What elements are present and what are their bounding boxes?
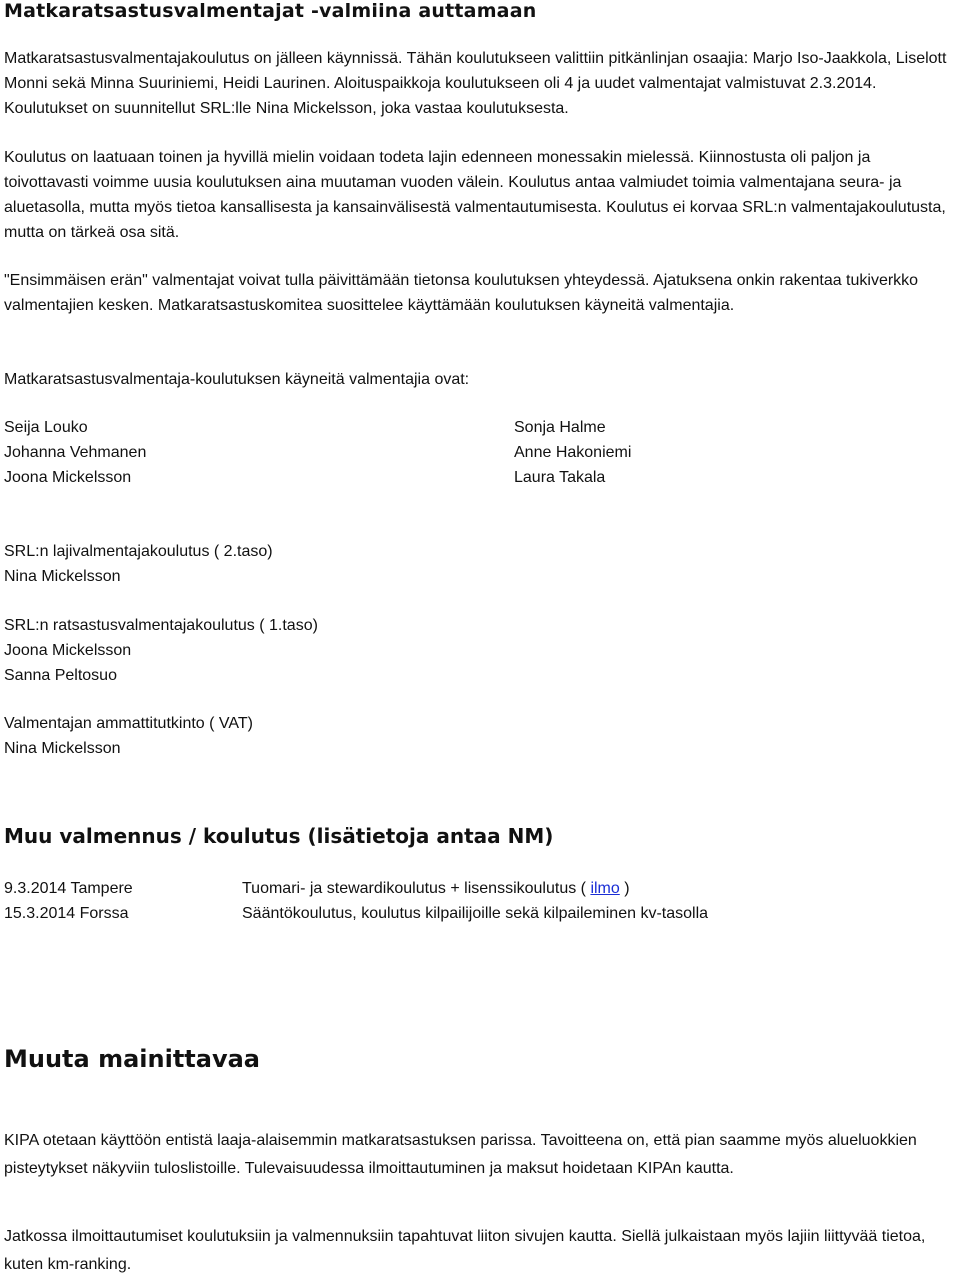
other-paragraph-1: KIPA otetaan käyttöön entistä laaja-alaisemmin matkaratsastuksen parissa. Tavoitteena on, että pian saamme myös alueluokkien pisteytykset näkyviin tuloslistoille. Tulevaisuudessa ilmoittautuminen ja maksut hoidetaan KIPAn kautta. [4,1132,917,1177]
list-item: Seija Louko [4,419,88,436]
list-item: Anne Hakoniemi [514,444,632,461]
list-item: Joona Mickelsson [4,642,132,659]
list-item: Laura Takala [514,469,606,486]
list-item: Nina Mickelsson [4,740,121,757]
other-paragraph-2: Jatkossa ilmoittautumiset koulutuksiin ja valmennuksiin tapahtuvat liiton sivujen kautta. Siellä julkaistaan myös lajiin liittyvää tietoa, kuten km-ranking. [4,1228,926,1273]
coaching-paragraph-2: Koulutus on laatuaan toinen ja hyvillä mielin voidaan todeta lajin edenneen monessakin mielessä. Kiinnostusta oli paljon ja toivottavasti voimme uusia koulutuksen aina muutaman vuoden välein. Koulutus antaa valmiudet toimia valmentajana seura- ja aluetasolla, mutta myös tietoa kansallisesta ja kansainvälisestä valmentautumisesta. Koulutus ei korvaa SRL:n valmentajakoulutusta, mutta on tärkeä osa sitä. [4,149,946,241]
list-item: Nina Mickelsson [4,568,121,585]
event-description-text: Tuomari- ja stewardikoulutus + lisenssikoulutus ( [242,880,591,897]
registration-link[interactable]: ilmo [590,880,620,897]
list-item: Sonja Halme [514,419,606,436]
coaching-paragraph-3: "Ensimmäisen erän" valmentajat voivat tulla päivittämään tietonsa koulutuksen yhteydessä. Ajatuksena onkin rakentaa tukiverkko valmentajien kesken. Matkaratsastuskomitea suosittelee käyttämään koulutuksen käyneitä valmentajia. [4,272,919,314]
vat-heading: Valmentajan ammattitutkinto ( VAT) [4,715,253,732]
coach-list-intro: Matkaratsastusvalmentaja-koulutuksen käyneitä valmentajia ovat: [4,371,470,388]
list-item: Joona Mickelsson [4,469,132,486]
event-description [242,876,630,901]
coaching-paragraph-1: Matkaratsastusvalmentajakoulutus on jälleen käynnissä. Tähän koulutukseen valittiin pitkänlinjan osaajia: Marjo Iso-Jaakkola, Liselott Monni sekä Minna Suuriniemi, Heidi Laurinen. Aloituspaikkoja koulutukseen oli 4 ja uudet valmentajat valmistuvat 2.3.2014. Koulutukset on suunnitellut SRL:lle Nina Mickelsson, joka vastaa koulutuksesta. [4,50,947,117]
event-date: 9.3.2014 Tampere [4,880,133,897]
event-description: Sääntökoulutus, koulutus kilpailijoille sekä kilpaileminen kv-tasolla [242,905,709,922]
event-date: 15.3.2014 Forssa [4,905,129,922]
training-section-title: Muu valmennus / koulutus (lisätietoja antaa NM) [4,824,554,848]
coaching-section-title: Matkaratsastusvalmentajat -valmiina auttamaan [4,0,537,22]
list-item: Sanna Peltosuo [4,667,117,684]
ratsastusvalmentaja-heading: SRL:n ratsastusvalmentajakoulutus ( 1.taso) [4,617,318,634]
event-description-tail: ) [619,880,630,897]
list-item: Johanna Vehmanen [4,444,147,461]
lajivalmentaja-heading: SRL:n lajivalmentajakoulutus ( 2.taso) [4,543,273,560]
other-section-title: Muuta mainittavaa [4,1045,260,1073]
